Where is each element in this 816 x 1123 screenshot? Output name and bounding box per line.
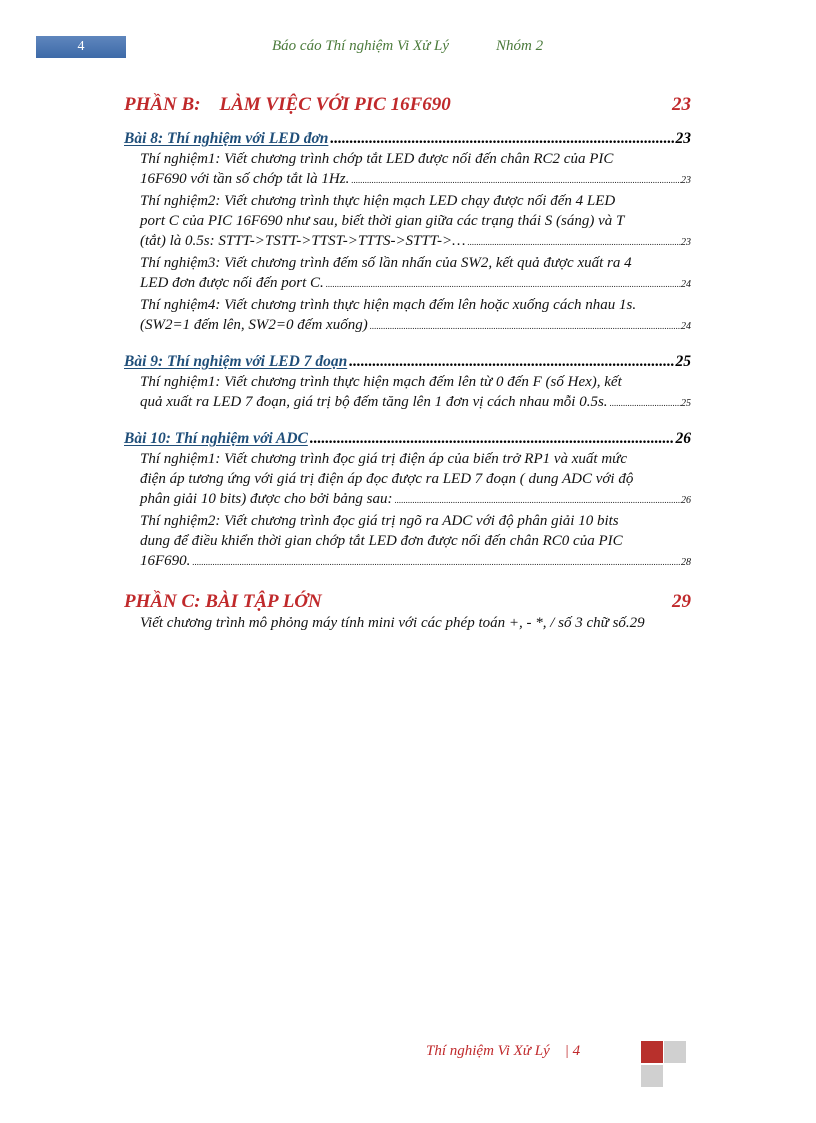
toc-lesson-page: 26 xyxy=(675,430,691,447)
dot-leader xyxy=(395,490,681,510)
toc-experiment-line: Thí nghiệm3: Viết chương trình đếm số lần nhấn của SW2, kết quả được xuất ra 4 xyxy=(140,255,632,271)
dot-leader xyxy=(351,170,681,190)
footer-decor-square-gray xyxy=(664,1041,686,1063)
toc-part-c-page: 29 xyxy=(672,591,691,612)
toc-experiment-line: LED đơn được nối đến port C. xyxy=(140,275,324,291)
toc-experiment[interactable] xyxy=(124,253,691,295)
toc-part-b-title: PHẦN B: LÀM VIỆC VỚI PIC 16F690 xyxy=(124,94,451,115)
header-page-number: 4 xyxy=(36,36,126,58)
footer-decor-square-gray xyxy=(641,1065,663,1087)
toc-experiment-page: 24 xyxy=(681,279,691,290)
dot-leader xyxy=(326,274,681,294)
toc-experiment-line: phân giải 10 bits) được cho bởi bảng sau: xyxy=(140,491,393,507)
toc-experiment[interactable] xyxy=(124,191,691,253)
footer-text: Thí nghiệm Vi Xử Lý | 4 xyxy=(426,1043,581,1059)
toc-lesson-title: Bài 9: Thí nghiệm với LED 7 đoạn xyxy=(124,353,348,370)
dot-leader xyxy=(349,351,673,372)
table-of-contents xyxy=(124,94,691,633)
toc-experiment-page: 25 xyxy=(681,398,691,409)
toc-experiment-line: dung để điều khiển thời gian chớp tắt LED đơn được nối đến chân RC0 của PIC xyxy=(140,533,623,549)
toc-experiment[interactable] xyxy=(124,449,691,511)
dot-leader xyxy=(370,316,681,336)
toc-part-c-title: PHẦN C: BÀI TẬP LỚN xyxy=(124,591,322,612)
toc-part-b-page: 23 xyxy=(672,94,691,115)
dot-leader xyxy=(610,393,681,413)
toc-lesson-title: Bài 8: Thí nghiệm với LED đơn xyxy=(124,130,329,147)
toc-lesson-page: 23 xyxy=(675,130,691,147)
toc-part-c-item-text: Viết chương trình mô phỏng máy tính mini với các phép toán +, - *, / số 3 chữ số.29 xyxy=(140,615,645,631)
toc-experiment[interactable] xyxy=(124,511,691,573)
toc-experiment-page: 26 xyxy=(681,495,691,506)
toc-lesson-9[interactable] xyxy=(124,351,691,372)
toc-experiment-line: điện áp tương ứng với giá trị điện áp đọc được ra LED 7 đoạn ( dung ADC với độ xyxy=(140,471,634,487)
dot-leader xyxy=(310,428,674,449)
toc-experiment-line: port C của PIC 16F690 như sau, biết thời gian giữa các trạng thái S (sáng) và T xyxy=(140,213,625,229)
header-group: Nhóm 2 xyxy=(496,38,544,54)
dot-leader xyxy=(467,232,681,252)
toc-experiment-line: Thí nghiệm1: Viết chương trình thực hiện mạch đếm lên từ 0 đến F (số Hex), kết xyxy=(140,374,622,390)
toc-experiment-line: Thí nghiệm1: Viết chương trình đọc giá trị điện áp của biến trở RP1 và xuất mức xyxy=(140,451,628,467)
toc-part-b[interactable] xyxy=(124,94,691,116)
toc-lesson-8[interactable] xyxy=(124,128,691,149)
header-title: Báo cáo Thí nghiệm Vi Xử Lý xyxy=(272,38,450,54)
dot-leader xyxy=(192,552,681,572)
toc-experiment-page: 23 xyxy=(681,237,691,248)
toc-experiment-line: Thí nghiệm2: Viết chương trình đọc giá trị ngõ ra ADC với độ phân giải 10 bits xyxy=(140,513,619,529)
toc-experiment[interactable] xyxy=(124,149,691,191)
toc-lesson-10[interactable] xyxy=(124,428,691,449)
toc-experiment-line: Thí nghiệm2: Viết chương trình thực hiện mạch LED chạy được nối đến 4 LED xyxy=(140,193,616,209)
footer-decor-square-red xyxy=(641,1041,663,1063)
toc-experiment[interactable] xyxy=(124,372,691,414)
toc-part-c[interactable] xyxy=(124,591,691,613)
toc-experiment-line: (SW2=1 đếm lên, SW2=0 đếm xuống) xyxy=(140,317,368,333)
toc-lesson-title: Bài 10: Thí nghiệm với ADC xyxy=(124,430,308,447)
toc-experiment-line: 16F690 với tần số chớp tắt là 1Hz. xyxy=(140,171,350,187)
toc-experiment-line: Thí nghiệm1: Viết chương trình chớp tắt LED được nối đến chân RC2 của PIC xyxy=(140,151,614,167)
toc-experiment-line: Thí nghiệm4: Viết chương trình thực hiện mạch đếm lên hoặc xuống cách nhau 1s. xyxy=(140,297,637,313)
toc-lesson-page: 25 xyxy=(675,353,691,370)
toc-experiment-line: quả xuất ra LED 7 đoạn, giá trị bộ đếm tăng lên 1 đơn vị cách nhau mỗi 0.5s. xyxy=(140,394,608,410)
toc-part-c-item[interactable] xyxy=(124,613,691,633)
toc-experiment-page: 28 xyxy=(681,557,691,568)
toc-experiment-line: (tắt) là 0.5s: STTT->TSTT->TTST->TTTS->STTT->… xyxy=(140,233,466,249)
toc-experiment-line: 16F690. xyxy=(140,553,191,569)
dot-leader xyxy=(330,128,673,149)
toc-experiment[interactable] xyxy=(124,295,691,337)
toc-experiment-page: 23 xyxy=(681,175,691,186)
toc-experiment-page: 24 xyxy=(681,321,691,332)
